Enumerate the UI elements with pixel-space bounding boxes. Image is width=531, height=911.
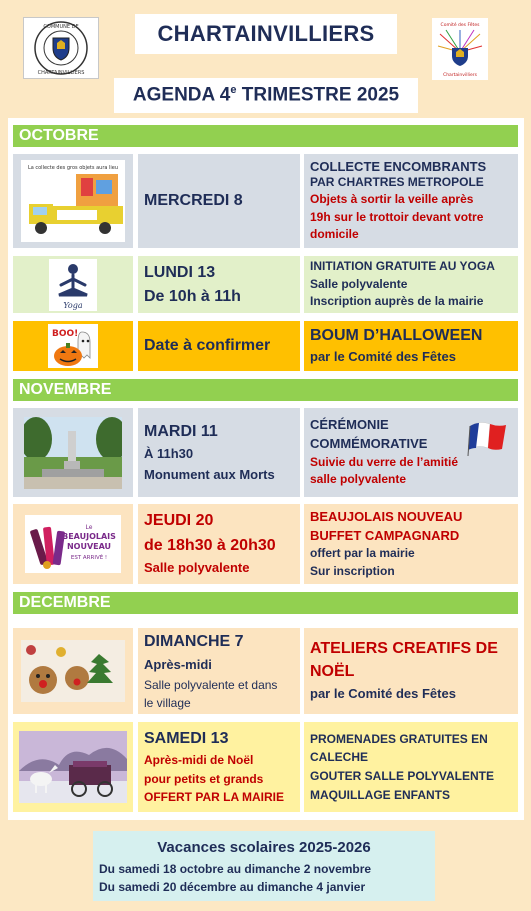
event-date: SAMEDI 13 (144, 730, 229, 748)
event-date: MARDI 11 (144, 422, 218, 440)
event-title: NOËL (310, 662, 355, 680)
vacances-line: Du samedi 18 octobre au dimanche 2 novembre (99, 862, 372, 876)
event-title: BUFFET CAMPAGNARD (310, 527, 460, 543)
event-detail: GOUTER SALLE POLYVALENTE (310, 769, 495, 783)
event-place: Salle polyvalente et dans (144, 678, 278, 693)
event-date-cell (138, 408, 300, 497)
french-flag-icon (466, 418, 510, 456)
yoga-pose-icon (49, 259, 97, 311)
event-info-cell (304, 628, 518, 714)
svg-text:EST ARRIVÉ !: EST ARRIVÉ ! (70, 555, 108, 561)
month-bar-octobre: OCTOBRE (13, 125, 518, 147)
event-image-encombrants (13, 154, 133, 248)
vacances-line: Du samedi 20 décembre au dimanche 4 janvier (99, 880, 366, 894)
svg-text:Le: Le (85, 524, 93, 531)
event-detail: Inscription auprès de la mairie (310, 294, 484, 309)
agenda-title: AGENDA 4e TRIMESTRE 2025 (132, 84, 400, 106)
commune-logo (23, 17, 99, 79)
month-bar-decembre: DECEMBRE (13, 592, 518, 614)
event-place: Salle polyvalente (144, 560, 250, 576)
event-detail: MAQUILLAGE ENFANTS (310, 787, 450, 802)
event-note: pour petits et grands (144, 771, 264, 786)
event-image-monument (13, 408, 133, 497)
fireworks-logo-icon (432, 18, 488, 80)
event-title: INITIATION GRATUITE AU YOGA (310, 259, 495, 274)
horse-carriage-icon (19, 731, 127, 803)
pumpkin-ghost-icon (48, 324, 98, 368)
event-title: COLLECTE ENCOMBRANTS (310, 158, 487, 174)
event-image-ateliers (13, 628, 133, 714)
page-title: CHARTAINVILLIERS (157, 21, 375, 46)
svg-text:BOO!: BOO! (52, 329, 79, 339)
event-date: DIMANCHE 7 (144, 632, 244, 650)
event-note: 19h sur le trottoir devant votre (310, 209, 484, 224)
agenda-title-box (114, 78, 418, 113)
wine-bottles-icon (25, 515, 121, 573)
event-detail: CALECHE (310, 750, 369, 765)
event-image-caleche (13, 722, 133, 812)
event-note: Après-midi de Noël (144, 753, 254, 768)
event-info-cell (304, 722, 518, 812)
event-note: salle polyvalente (310, 472, 407, 487)
event-date: JEUDI 20 (144, 511, 214, 529)
event-info-cell (304, 256, 518, 313)
event-detail: Sur inscription (310, 563, 395, 578)
event-date-cell (138, 154, 300, 248)
svg-text:COMMUNE DE: COMMUNE DE (43, 24, 79, 30)
svg-text:Comité des Fêtes: Comité des Fêtes (440, 23, 480, 28)
event-title: BOUM D’HALLOWEEN (310, 327, 483, 345)
event-time: De 10h à 11h (144, 287, 241, 305)
event-detail: par le Comité des Fêtes (310, 349, 456, 365)
svg-text:CHARTAINVILLIERS: CHARTAINVILLIERS (37, 70, 85, 76)
event-detail: PROMENADES GRATUITES EN (310, 731, 488, 746)
event-date-cell (138, 321, 300, 371)
event-place: le village (144, 696, 191, 711)
event-info-cell (304, 408, 518, 497)
event-place: Monument aux Morts (144, 466, 275, 482)
event-image-halloween (13, 321, 133, 371)
event-date-cell (138, 256, 300, 313)
event-note: OFFERT PAR LA MAIRIE (144, 790, 284, 805)
event-info-cell (304, 154, 518, 248)
event-info-cell (304, 504, 518, 584)
month-bar-novembre: NOVEMBRE (13, 379, 518, 401)
event-time: de 18h30 à 20h30 (144, 536, 276, 554)
event-image-beaujolais (13, 504, 133, 584)
event-date: LUNDI 13 (144, 264, 216, 282)
event-title: BEAUJOLAIS NOUVEAU (310, 508, 463, 524)
event-date: MERCREDI 8 (144, 192, 243, 209)
svg-text:BEAUJOLAIS: BEAUJOLAIS (62, 532, 116, 541)
page-title-box (135, 14, 397, 54)
event-detail: offert par la mairie (310, 546, 415, 561)
truck-icon (21, 160, 125, 242)
svg-text:La collecte des gros objets au: La collecte des gros objets aura lieu (27, 165, 119, 171)
vacances-box (93, 831, 435, 901)
event-title: CÉRÉMONIE (310, 417, 389, 433)
event-title: ATELIERS CREATIFS DE (310, 639, 498, 657)
event-info-cell (304, 321, 518, 371)
event-time: À 11h30 (144, 445, 194, 461)
vacances-title: Vacances scolaires 2025-2026 (157, 839, 371, 856)
event-note: Objets à sortir la veille après (310, 192, 474, 207)
event-time: Après-midi (144, 656, 212, 672)
comite-logo (432, 18, 488, 80)
event-detail: par le Comité des Fêtes (310, 686, 456, 702)
event-date-cell (138, 504, 300, 584)
christmas-crafts-icon (21, 640, 125, 702)
monument-photo-icon (24, 417, 122, 489)
svg-text:Chartainvilliers: Chartainvilliers (443, 73, 477, 78)
event-note: Suivie du verre de l’amitié (310, 454, 459, 469)
event-subtitle: PAR CHARTRES METROPOLE (310, 174, 484, 189)
svg-text:NOUVEAU: NOUVEAU (66, 542, 112, 551)
event-date-cell (138, 628, 300, 714)
coat-of-arms-icon (24, 18, 98, 78)
event-date: Date à confirmer (144, 337, 271, 354)
event-note: domicile (310, 226, 359, 241)
event-title: COMMÉMORATIVE (310, 436, 428, 452)
svg-text:Yoga: Yoga (63, 300, 83, 310)
event-detail: Salle polyvalente (310, 276, 408, 291)
event-date-cell (138, 722, 300, 812)
event-image-yoga (13, 256, 133, 313)
